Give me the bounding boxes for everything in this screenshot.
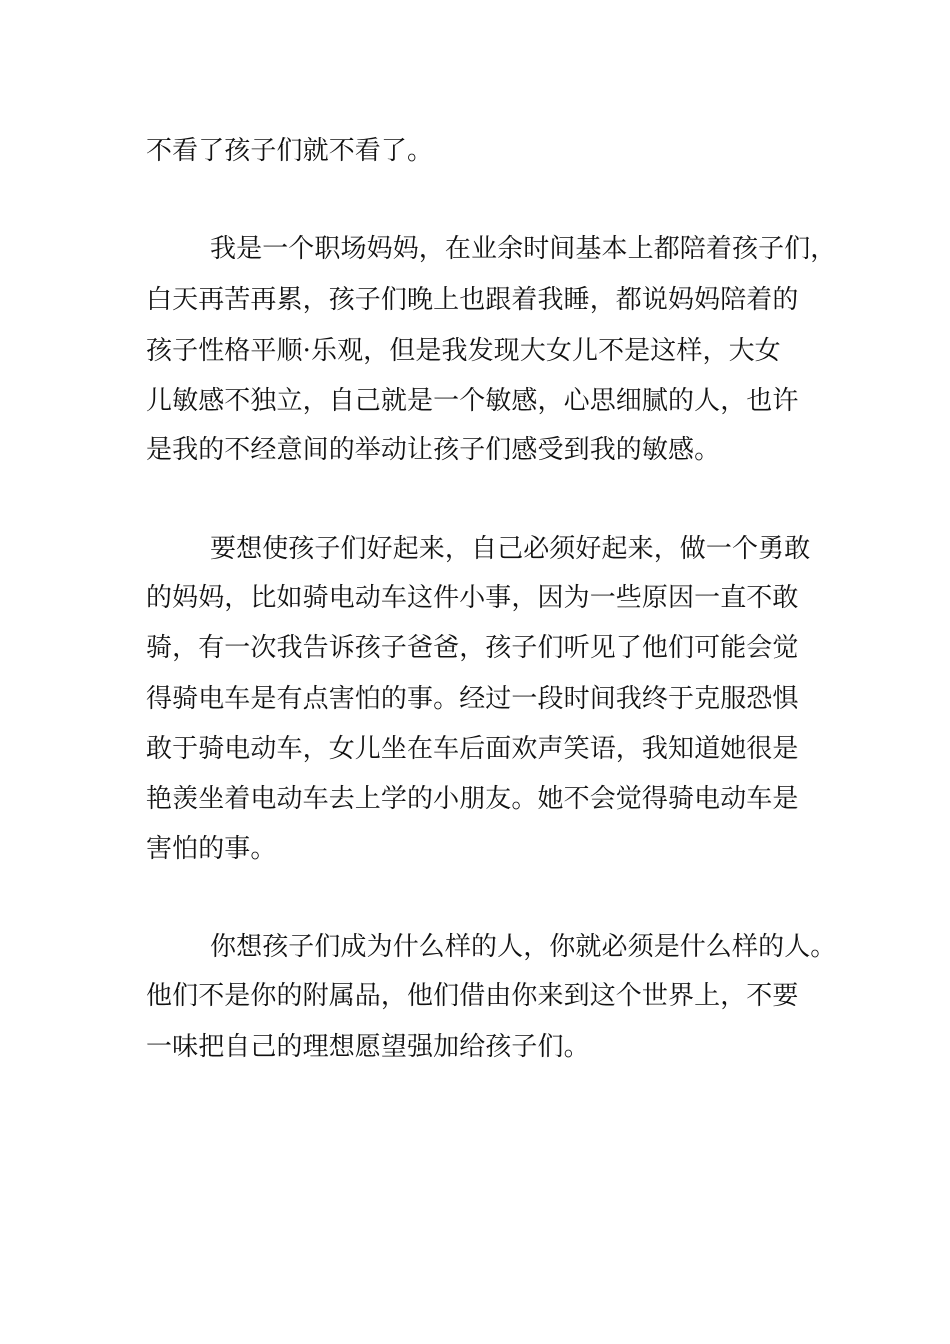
text-line: 儿敏感不独立，自己就是一个敏感，心思细腻的人，也许 (146, 386, 799, 416)
text-line: 一味把自己的理想愿望强加给孩子们。 (146, 1032, 590, 1062)
text-line: 骑，有一次我告诉孩子爸爸，孩子们听见了他们可能会觉 (146, 633, 799, 663)
text-line: 不看了孩子们就不看了。 (146, 136, 434, 166)
text-line: 他们不是你的附属品，他们借由你来到这个世界上，不要 (146, 981, 799, 1011)
text-line: 敢于骑电动车，女儿坐在车后面欢声笑语，我知道她很是 (146, 734, 799, 764)
text-line: 得骑电车是有点害怕的事。经过一段时间我终于克服恐惧 (146, 684, 799, 714)
text-line: 是我的不经意间的举动让孩子们感受到我的敏感。 (146, 435, 721, 465)
paragraph-first-line: 我是一个职场妈妈，在业余时间基本上都陪着孩子们， (210, 234, 837, 264)
text-line: 艳羡坐着电动车去上学的小朋友。她不会觉得骑电动车是 (146, 784, 799, 814)
text-line: 孩子性格平顺·乐观，但是我发现大女儿不是这样，大女 (146, 336, 781, 366)
text-line: 的妈妈，比如骑电动车这件小事，因为一些原因一直不敢 (146, 583, 799, 613)
paragraph-first-line: 你想孩子们成为什么样的人，你就必须是什么样的人。 (210, 932, 837, 962)
text-line: 害怕的事。 (146, 834, 277, 864)
text-line: 白天再苦再累，孩子们晚上也跟着我睡，都说妈妈陪着的 (146, 285, 799, 315)
paragraph-first-line: 要想使孩子们好起来，自己必须好起来，做一个勇敢 (210, 534, 811, 564)
